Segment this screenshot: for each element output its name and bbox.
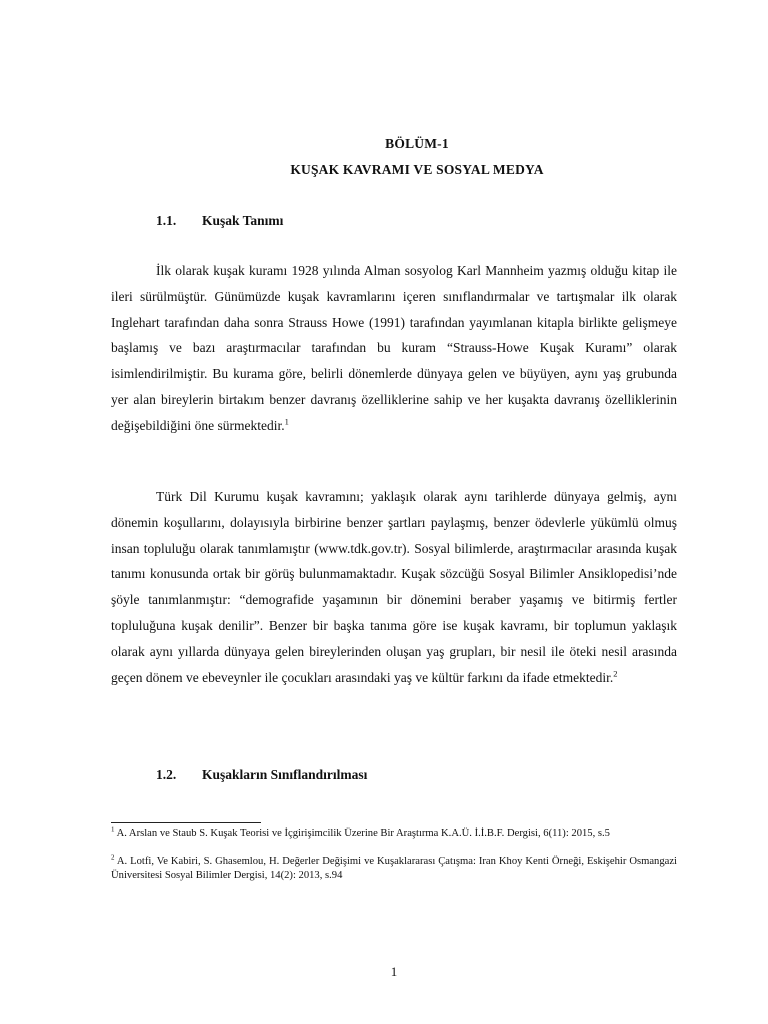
paragraph-1 bbox=[111, 258, 677, 439]
chapter-number: BÖLÜM-1 bbox=[385, 136, 449, 151]
paragraph-text: Türk Dil Kurumu kuşak kavramını; yaklaşık olarak aynı tarihlerde dünyaya gelmiş, aynı dönemin koşullarını, dolayısıyla birbirine benzer şartları paylaşmış, benzer ödevlerle yükümlü olmuş insan topluluğu olarak tanımlamıştır (www.tdk.gov.tr). Sosyal bilimlerde, araştırmacılar arasında kuşak tanımı konusunda ortak bir görüş bulunmamaktadır. Kuşak sözcüğü Sosyal Bilimler Ansiklopedisi’nde şöyle tanımlanmıştır: “demografide yaşamının bir dönemini beraber yaşamış ve bitirmiş fertler topluluğuna kuşak denilir”. Benzer bir başka tanıma göre ise kuşak kavramı, bir toplumun yaklaşık olarak aynı yıllarda dünyaya gelen bireylerinden oluşan yaş grupları, bir nesil ile öteki nesil arasında geçen dönem ve ebeveynler ile çocukları arasındaki yaş ve kültür farkını da ifade etmektedir. bbox=[111, 489, 677, 685]
footnote-ref-1[interactable]: 1 bbox=[284, 416, 289, 427]
section-heading-1 bbox=[156, 213, 283, 229]
footnote-ref-2[interactable]: 2 bbox=[613, 668, 618, 679]
section-heading-2 bbox=[156, 767, 367, 783]
section-title: Kuşak Tanımı bbox=[202, 213, 284, 228]
chapter-title: KUŞAK KAVRAMI VE SOSYAL MEDYA bbox=[290, 162, 544, 177]
footnote-mark: 1 bbox=[111, 825, 115, 834]
paragraph-2 bbox=[111, 484, 677, 690]
footnote-text: A. Arslan ve Staub S. Kuşak Teorisi ve İçgirişimcilik Üzerine Bir Araştırma K.A.Ü. İ.İ.B.F. Dergisi, 6(11): 2015, s.5 bbox=[114, 828, 610, 839]
footnote-text: A. Lotfi, Ve Kabiri, S. Ghasemlou, H. Değerler Değişimi ve Kuşaklararası Çatışma: Iran Khoy Kenti Örneği, Eskişehir Osmangazi Üniversitesi Sosyal Bilimler Dergisi, 14(2): 2013, s.94 bbox=[111, 856, 677, 881]
footnote-mark: 2 bbox=[111, 853, 115, 862]
section-number: 1.2. bbox=[156, 767, 177, 782]
paragraph-text: İlk olarak kuşak kuramı 1928 yılında Alman sosyolog Karl Mannheim yazmış olduğu kitap ile ileri sürülmüştür. Günümüzde kuşak kavramlarını içeren sınıflandırmalar ve tartışmalar ilk olarak Inglehart tarafından daha sonra Strauss Howe (1991) tarafından yayımlanan kitapla birlikte gelişmeye başlamış ve bazı araştırmacılar tarafından bu kuram “Strauss-Howe Kuşak Kuramı” olarak isimlendirilmiştir. Bu kurama göre, belirli dönemlerde dünyaya gelen ve büyüyen, aynı yaş grubunda yer alan bireylerin birtakım benzer davranış özelliklerine sahip ve her kuşakta davranış özelliklerinin değişebildiğini öne sürmektedir. bbox=[111, 263, 677, 433]
section-number: 1.1. bbox=[156, 213, 177, 228]
page-number: 1 bbox=[390, 964, 398, 979]
footnote-2 bbox=[111, 855, 677, 883]
section-title: Kuşakların Sınıflandırılması bbox=[202, 767, 368, 782]
footnote-divider bbox=[111, 822, 261, 823]
footnote-1 bbox=[111, 827, 677, 841]
